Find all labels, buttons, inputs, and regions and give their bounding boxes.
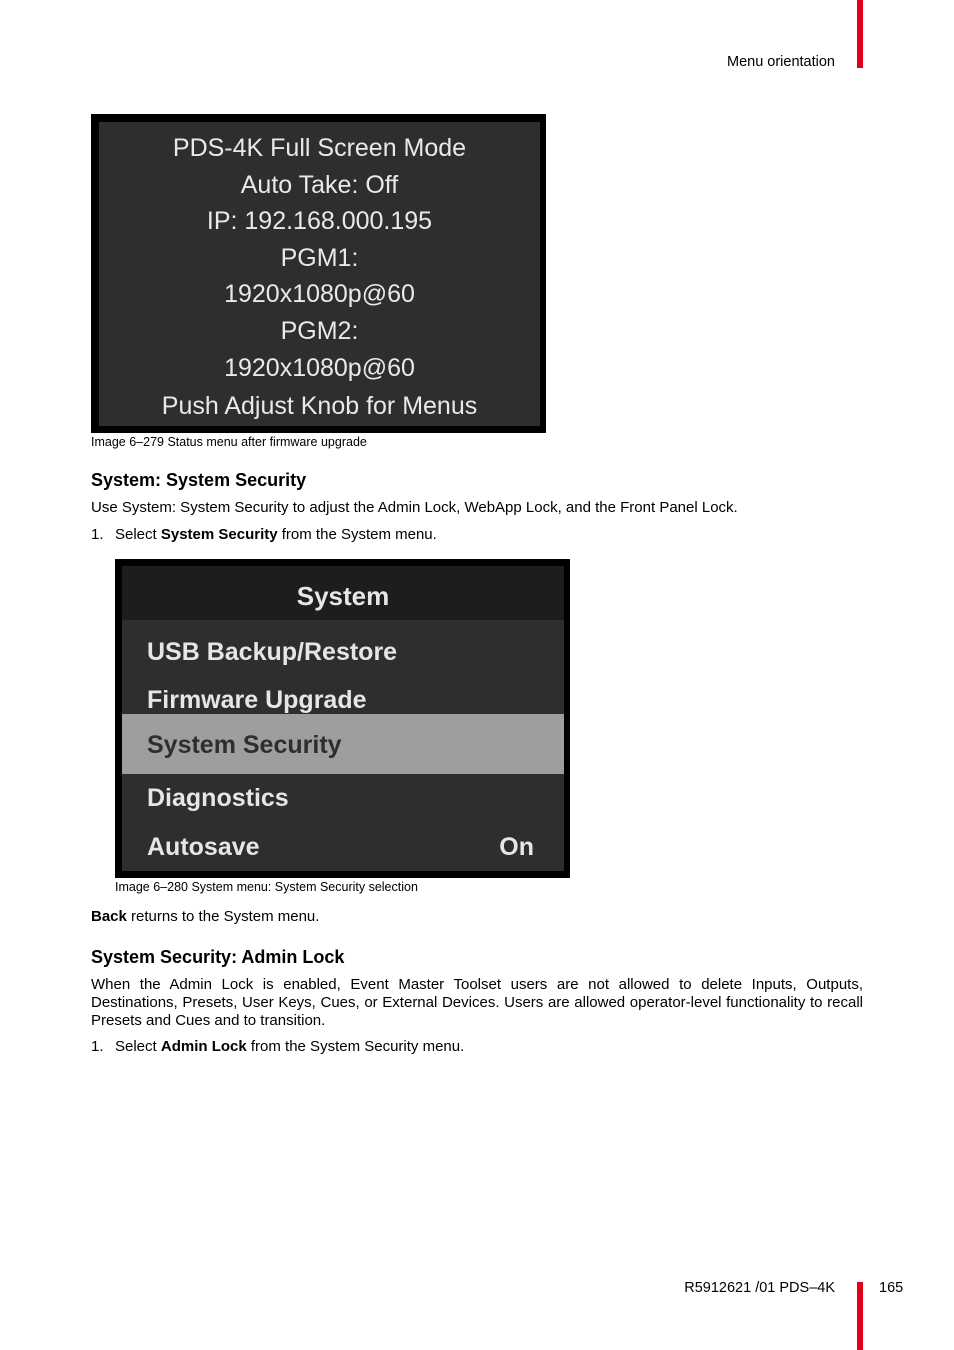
status-screen-image — [91, 114, 546, 433]
running-header: Menu orientation — [726, 54, 835, 70]
step-item — [91, 526, 437, 543]
status-line-pgm1: PGM1: — [280, 244, 359, 272]
system-menu-display — [122, 566, 564, 871]
status-line-pgm2-format: 1920x1080p@60 — [224, 354, 415, 382]
menu-item-label: System Security — [147, 731, 342, 759]
step-item — [91, 1038, 464, 1055]
step-text-post: from the System menu. — [277, 526, 437, 543]
menu-item-usb-backup — [122, 626, 564, 674]
menu-item-system-security — [122, 714, 564, 774]
paragraph: Use System: System Security to adjust the Admin Lock, WebApp Lock, and the Front Panel Lock. — [91, 499, 738, 516]
footer-doc-id: R5912621 /01 PDS–4K — [684, 1280, 835, 1296]
figure-caption: Image 6–280 System menu: System Security selection — [115, 880, 418, 894]
step-text-pre: Select — [115, 1038, 161, 1055]
status-line-pgm2: PGM2: — [280, 317, 359, 345]
figure-caption: Image 6–279 Status menu after firmware upgrade — [91, 435, 367, 449]
step-number: 1. — [91, 1038, 104, 1055]
system-menu-image — [115, 559, 570, 878]
status-line-pgm1-format: 1920x1080p@60 — [224, 280, 415, 308]
menu-item-label: Autosave — [147, 833, 260, 861]
back-note-text: returns to the System menu. — [126, 908, 320, 925]
menu-item-value: On — [499, 833, 534, 861]
back-note-bold: Back — [91, 908, 127, 925]
paragraph: When the Admin Lock is enabled, Event Master Toolset users are not allowed to delete Inputs, Outputs, Destinations, Presets, User Keys, Cues, or External Devices. Users are allowed operator-level functionality to recall Presets and Cues and to transition. — [91, 976, 863, 1029]
step-text-pre: Select — [115, 526, 161, 543]
footer-accent-bar — [857, 1282, 863, 1350]
status-line-mode: PDS-4K Full Screen Mode — [172, 134, 467, 162]
step-number: 1. — [91, 526, 104, 543]
back-note — [91, 908, 319, 925]
status-line-push-knob: Push Adjust Knob for Menus — [161, 392, 478, 420]
status-screen-display — [99, 122, 540, 426]
step-text-bold: Admin Lock — [160, 1038, 247, 1055]
status-line-auto-take: Auto Take: Off — [240, 171, 399, 199]
status-line-ip: IP: 192.168.000.195 — [206, 207, 433, 235]
menu-item-label: Diagnostics — [147, 784, 289, 812]
menu-item-diagnostics — [122, 774, 564, 822]
section-heading: System Security: Admin Lock — [91, 947, 345, 967]
section-heading: System: System Security — [91, 470, 307, 490]
menu-item-label: Firmware Upgrade — [147, 686, 367, 714]
page-number: 165 — [879, 1280, 904, 1296]
step-text-bold: System Security — [160, 526, 278, 543]
menu-item-autosave — [122, 822, 564, 872]
step-text-post: from the System Security menu. — [246, 1038, 465, 1055]
header-accent-bar — [857, 0, 863, 68]
menu-title: System — [122, 566, 564, 620]
menu-item-label: USB Backup/Restore — [147, 638, 398, 666]
